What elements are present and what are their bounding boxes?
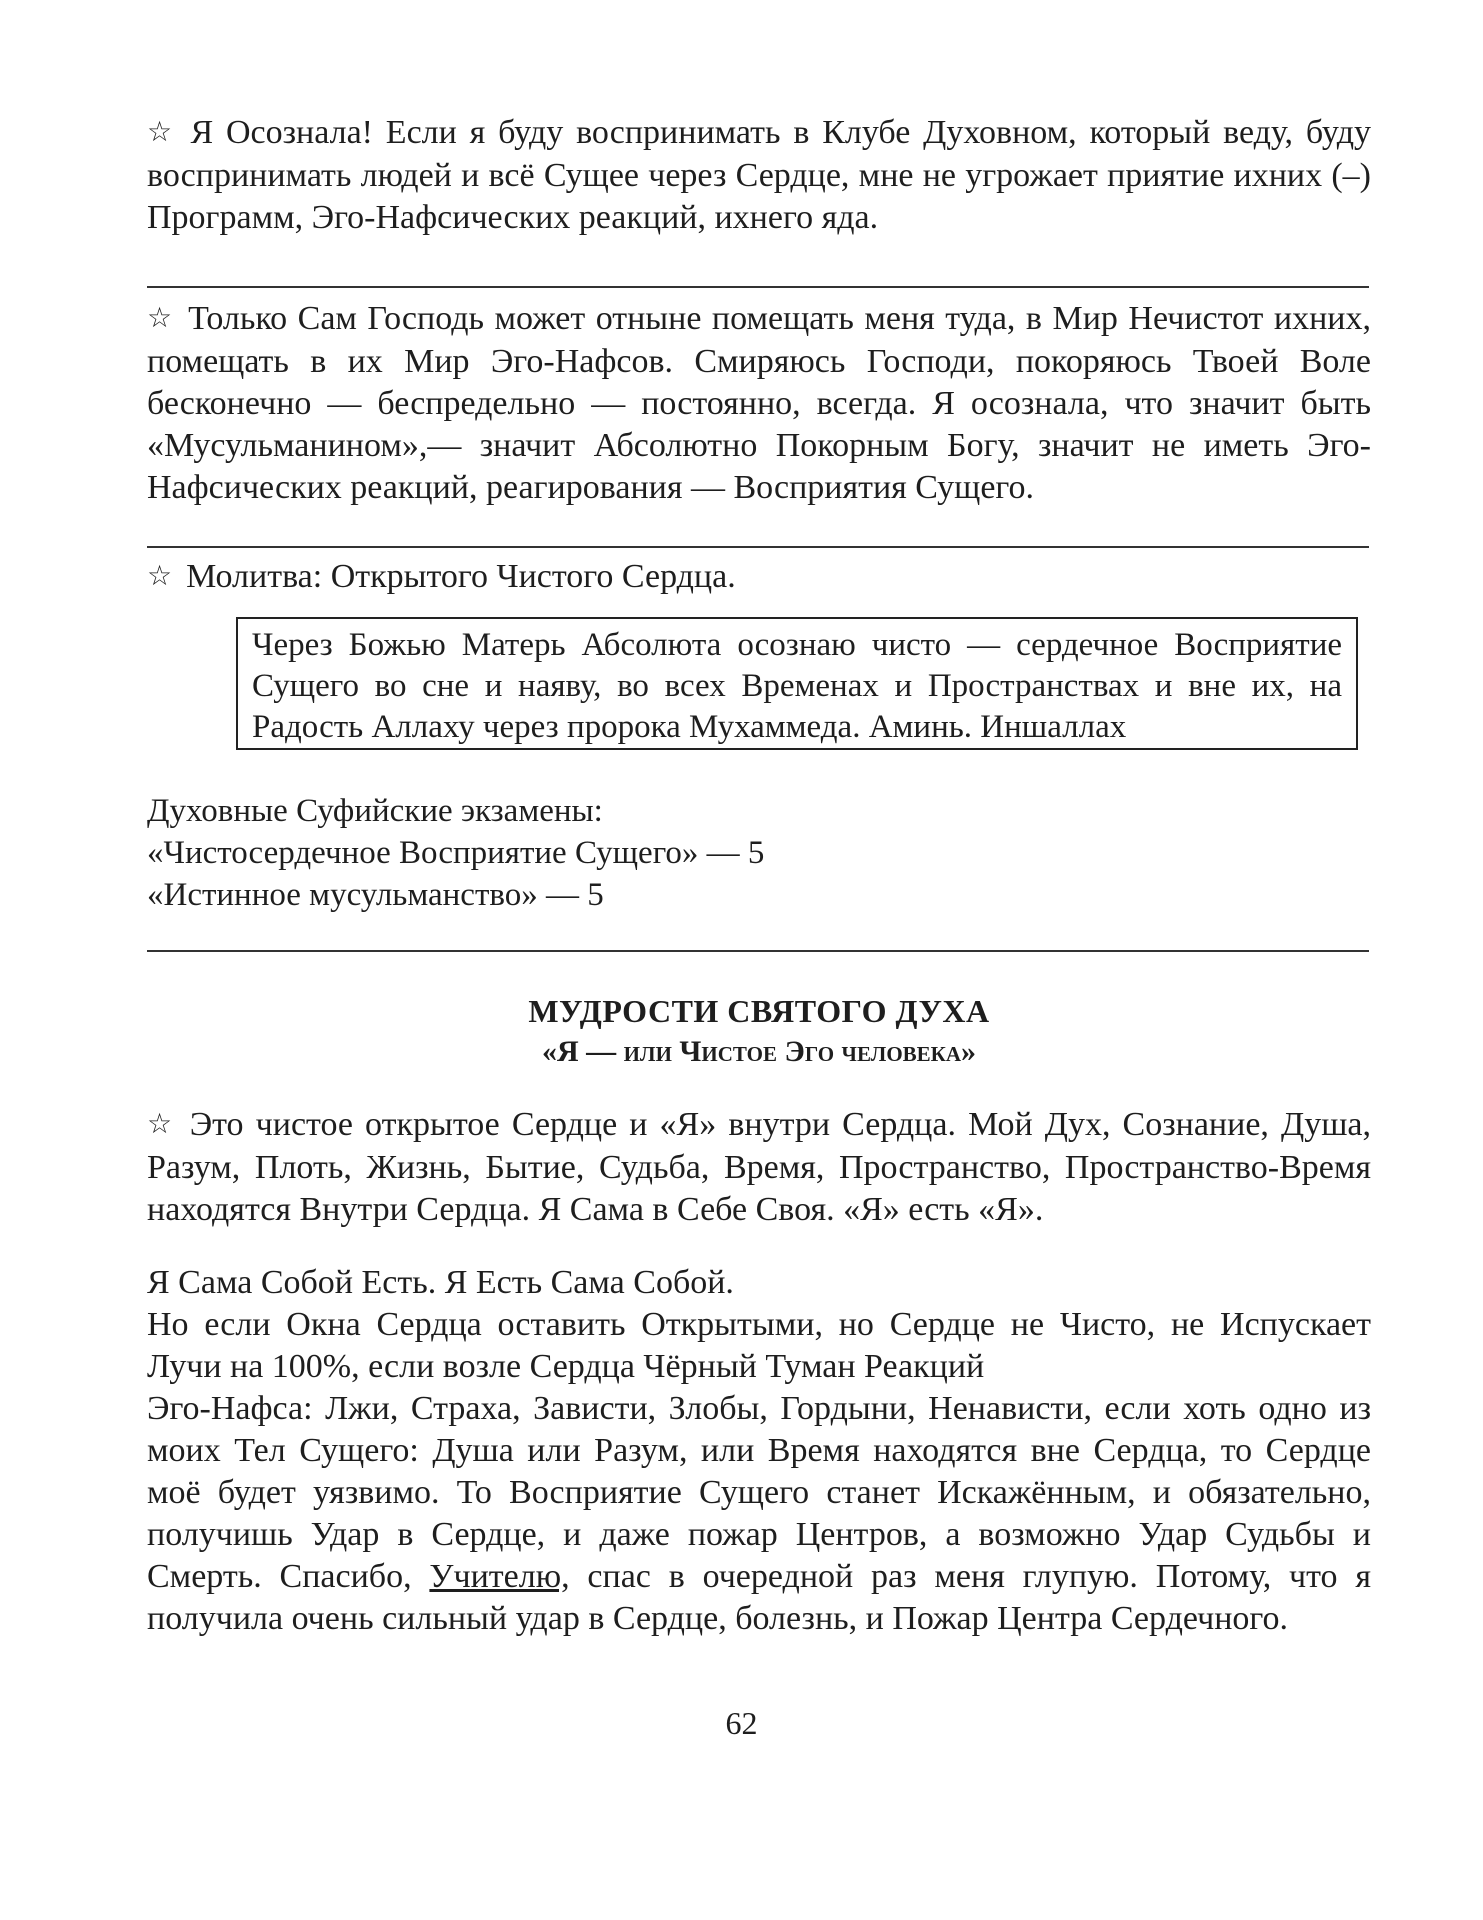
intro-paragraph <box>147 1104 1371 1231</box>
body-paragraph-b <box>147 1388 1371 1640</box>
body-paragraph-a: Но если Окна Сердца оставить Открытыми, но Сердце не Чисто, не Испускает Лучи на 100%, если возле Сердца Чёрный Туман Реакций <box>147 1306 1371 1385</box>
section-body <box>147 1262 1371 1640</box>
divider <box>147 950 1369 952</box>
entry-1-paragraph <box>147 112 1371 239</box>
star-icon: ☆ <box>147 1107 176 1140</box>
intro-text: Это чистое открытое Сердце и «Я» внутри Сердца. Мой Дух, Сознание, Душа, Разум, Плоть, Жизнь, Бытие, Судьба, Время, Пространство, Пространство-Время находятся Внутри Сердца. Я Сама в Себе Своя. «Я» есть «Я». <box>147 1106 1371 1228</box>
body-line: Я Сама Собой Есть. Я Есть Сама Собой. <box>147 1264 734 1301</box>
entry-3-paragraph <box>147 556 1371 599</box>
entry-2-paragraph <box>147 298 1371 509</box>
entry-2-text: Только Сам Господь может отныне помещать меня туда, в Мир Нечистот ихних, помещать в их Мир Эго-Нафсов. Смиряюсь Господи, покоряюсь Твоей Воле бесконечно — беспредельно — постоянно, всегда. Я осознала, что значит быть «Мусульманином»,— значит Абсолютно Покорным Богу, значит не иметь Эго-Нафсических реакций, реагирования — Восприятия Сущего. <box>147 300 1371 506</box>
prayer-box <box>236 617 1358 750</box>
exam-item: «Чистосердечное Восприятие Сущего» — 5 <box>147 835 765 871</box>
divider <box>147 286 1369 288</box>
divider <box>147 546 1369 548</box>
body-text: спас в очередной раз меня глупую. Потому, что я получила очень сильный удар в Сердце, болезнь, и Пожар Центра Сердечного. <box>147 1558 1372 1637</box>
page-number: 62 <box>725 1705 758 1741</box>
entry-1-text: Я Осознала! Если я буду воспринимать в Клубе Духовном, который веду, буду воспринимать людей и всё Сущее через Сердце, мне не угрожает приятие ихних (–) Программ, Эго-Нафсических реакций, ихнего яда. <box>147 114 1371 236</box>
exam-item: «Истинное мусульманство» — 5 <box>147 877 604 913</box>
entry-1 <box>147 112 1371 239</box>
exams-block <box>147 790 1371 916</box>
exams-title: Духовные Суфийские экзамены: <box>147 793 603 829</box>
star-icon: ☆ <box>147 115 177 148</box>
entry-2 <box>147 298 1371 509</box>
body-text: Эго-Нафса: Лжи, Страха, Зависти, Злобы, Гордыни, Ненависти, если хоть одно из моих Тел Сущего: Душа или Разум, или Время находятся вне Сердца, то Сердце моё будет уязвимо. То Восприятие Сущего станет Искажённым, и обязательно, получишь Удар в Сердце, и даже пожар Центров, а возможно Удар Судьбы и Смерть. Спасибо, <box>147 1390 1371 1595</box>
entry-3-text: Молитва: Открытого Чистого Сердца. <box>186 558 736 595</box>
star-icon: ☆ <box>147 559 173 592</box>
section-subtitle: «Я — или Чистое Эго человека» <box>541 1035 977 1068</box>
entry-3 <box>147 556 1371 599</box>
section-title: МУДРОСТИ СВЯТОГО ДУХА <box>528 993 990 1029</box>
section-intro <box>147 1104 1371 1231</box>
teacher-word: Учителю, <box>429 1558 570 1595</box>
star-icon: ☆ <box>147 301 175 334</box>
prayer-text: Через Божью Матерь Абсолюта осознаю чисто — сердечное Восприятие Сущего во сне и наяву, во всех Временах и Пространствах и вне их, на Радость Аллаху через пророка Мухаммеда. Аминь. Иншаллах <box>252 627 1342 745</box>
